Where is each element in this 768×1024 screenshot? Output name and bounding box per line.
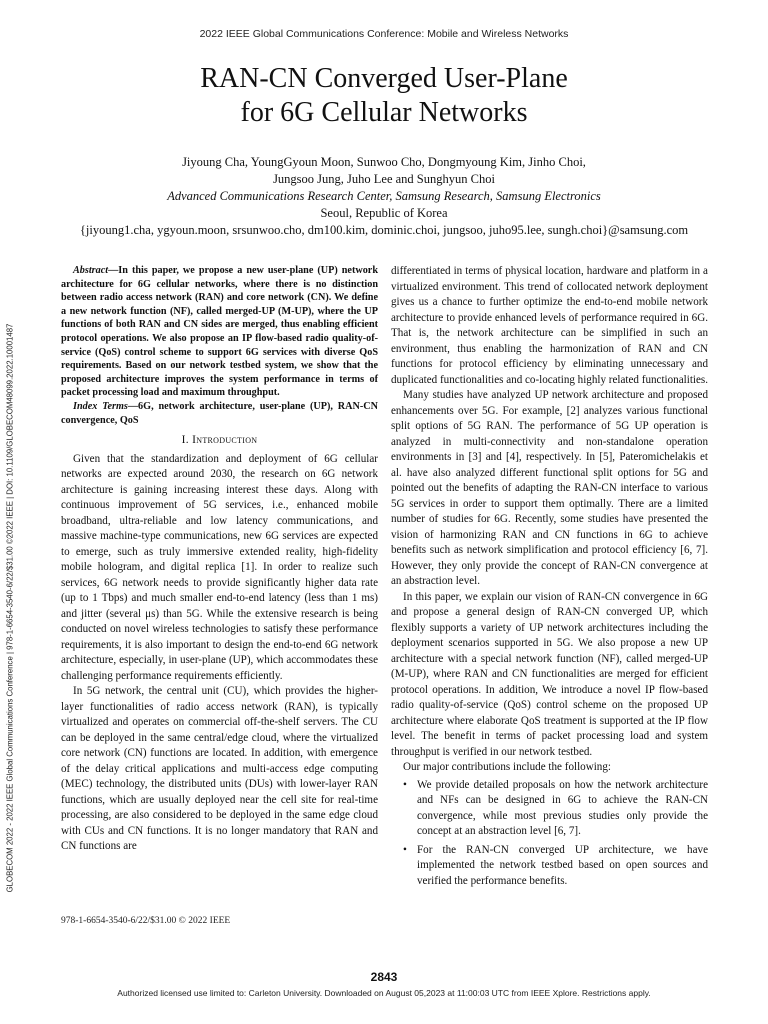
paper-title-line-2: for 6G Cellular Networks (240, 97, 528, 128)
body-paragraph: In 5G network, the central unit (CU), which provides the higher-layer functionalities of radio access network (RAN), is typically virtualized and operates on commercial off-the-shelf servers. The CU can be deployed in the same central/edge cloud, where the virtualized core network (CN) functions are located. In addition, with emergence of the delay critical applications and multi-access edge computing (MEC) technology, the distributed units (DUs) with lower-layer RAN functions, which are usually deployed near the cell site for real-time processing, are also considered to be deployed in the same edge cloud with CUs and CN functions. It is no longer mandatory that RAN and CN functions are (61, 685, 378, 853)
list-item: • For the RAN-CN converged UP architecture, we have implemented the network testbed based on open sources and verified the performance benefits. (417, 843, 708, 890)
author-names-line-1: Jiyoung Cha, YoungGyoun Moon, Sunwoo Cho, Dongmyoung Kim, Jinho Choi, (182, 155, 586, 169)
abstract-lead: Abstract (73, 265, 109, 276)
abstract-text: —In this paper, we propose a new user-plane (UP) network architecture for 6G cellular networks, where there is no distinction between radio access network (RAN) and core network (CN). We define a new network function (NF), called merged-UP (M-UP), where the UP functions of both RAN and CN sides are merged, thus enabling efficient protocol operations. We also propose an IP flow-based radio quality-of-service (QoS) control scheme to support 6G services with diverse QoS requirements. Based on our network testbed system, we show that the proposed architecture improves the system performance in terms of packet processing load and maximum throughput. (61, 265, 378, 399)
paper-title-line-1: RAN-CN Converged User-Plane (200, 63, 568, 94)
doi-sidebar-text: GLOBECOM 2022 - 2022 IEEE Global Communications Conference | 978-1-6654-3540-6/22/$31.00 ©2022 IEEE | DOI: 10.1109/GLOBECOM48099.2022.10001487 (5, 323, 15, 893)
left-column (61, 264, 378, 855)
index-terms-lead: Index Terms (73, 400, 128, 412)
doi-sidebar (2, 268, 18, 948)
paper-title (0, 62, 768, 130)
index-terms-text: —6G, network architecture, user-plane (UP), RAN-CN convergence, QoS (61, 400, 378, 426)
section-heading-introduction (61, 433, 378, 449)
body-paragraph: Given that the standardization and deployment of 6G cellular networks are expected around 2030, the research on 6G network architecture is gaining increasing interest these days. Along with continuous improvement of 5G services, i.e., enhanced mobile broadband, ultra-reliable and low latency communications, and massive machine-type communications, new 6G services are expected to emerge, such as truly immersive extended reality, high-fidelity mobile hologram, and digital replica [1]. In order to realize such services, 6G network needs to provide significantly higher data rate (up to 1 Tbps) and much smaller end-to-end latency (less than 1 ms) and jitter (several μs) than 5G. While the extensive research is being conducted on novel wireless technologies to satisfy these performance requirements, it is also important to design the end-to-end 6G network architecture, especially, in user-plane (UP), which accommodates these challenging performance requirements efficiently. (61, 452, 378, 682)
contribution-list (391, 778, 708, 890)
body-paragraph: differentiated in terms of physical location, hardware and platform in a virtualized environment. This trend of collocated network deployment gives us a chance to further optimize the end-to-end mobile network architecture to provide enhanced levels of performance required in 6G. That is, the network architecture can be simplified in such an environment, thus enabling the harmonization of RAN and CN functions for protocol efficiency by eliminating unnecessary and duplicated functionalities and co-locating highly related functionalities. (391, 265, 708, 386)
body-paragraph: Our major contributions include the following: (403, 761, 611, 773)
index-terms (61, 400, 378, 427)
author-names-line-2: Jungsoo Jung, Juho Lee and Sunghyun Choi (273, 172, 495, 186)
author-affiliation: Advanced Communications Research Center, Samsung Research, Samsung Electronics (167, 189, 601, 203)
body-paragraph: In this paper, we explain our vision of RAN-CN convergence in 6G and propose a general design of RAN-CN converged UP, which flexibly supports a variety of UP network architectures including the deployment scenarios supported in 5G. We also propose a new UP architecture with a special network function (NF), called merged-UP (M-UP), where RAN and CN functionalities are merged for efficient protocol operations. In addition, We introduce a novel IP flow-based radio quality-of-service (QoS) control scheme on the proposed UP architecture where elaborate QoS treatment is supported at the IP flow level. The benefit in terms of packet processing load and system throughput is verified in our network testbed. (391, 590, 708, 758)
author-emails: {jiyoung1.cha, ygyoun.moon, srsunwoo.cho, dm100.kim, dominic.choi, jungsoo, juho95.lee, sungh.choi}@samsung.com (79, 223, 689, 237)
author-location: Seoul, Republic of Korea (320, 206, 448, 220)
body-paragraph: Many studies have analyzed UP network architecture and proposed enhancements over 5G. For example, [2] analyzes various functional split options of 5G RAN. The performance of 5G UP operation is analyzed in multi-connectivity and non-standalone operation environments in [3] and [4], respectively. In [5], Pateromichelakis et al. have also analyzed different functional split options for 5G and pointed out the benefits of adapting the RAN-CN interface to various 5G services in order to support them optimally. There are a limited number of studies for 6G. Recently, some studies have presented the vision of harmonizing RAN and CN functions in 6G to achieve benefits such as network simplification and protocol efficiency [6, 7]. However, they only provide the concept of RAN-CN convergence at an abstraction level. (391, 389, 708, 587)
abstract (61, 264, 378, 400)
right-column (391, 264, 708, 892)
list-item: • We provide detailed proposals on how the network architecture and NFs can be designed in 6G to achieve the RAN-CN convergence, while most previous studies only provide the concept at an abstraction level [6, 7]. (417, 778, 708, 840)
section-title: Introduction (192, 434, 258, 447)
author-block (0, 154, 768, 239)
section-numeral: I. (181, 434, 193, 447)
license-footer: Authorized licensed use limited to: Carleton University. Downloaded on August 05,2023 at 11:00:03 UTC from IEEE Xplore. Restrictions apply. (117, 988, 651, 998)
copyright-notice: 978-1-6654-3540-6/22/$31.00 © 2022 IEEE (61, 916, 231, 926)
conference-header: 2022 IEEE Global Communications Conference: Mobile and Wireless Networks (199, 28, 569, 40)
page-number: 2843 (370, 970, 398, 984)
